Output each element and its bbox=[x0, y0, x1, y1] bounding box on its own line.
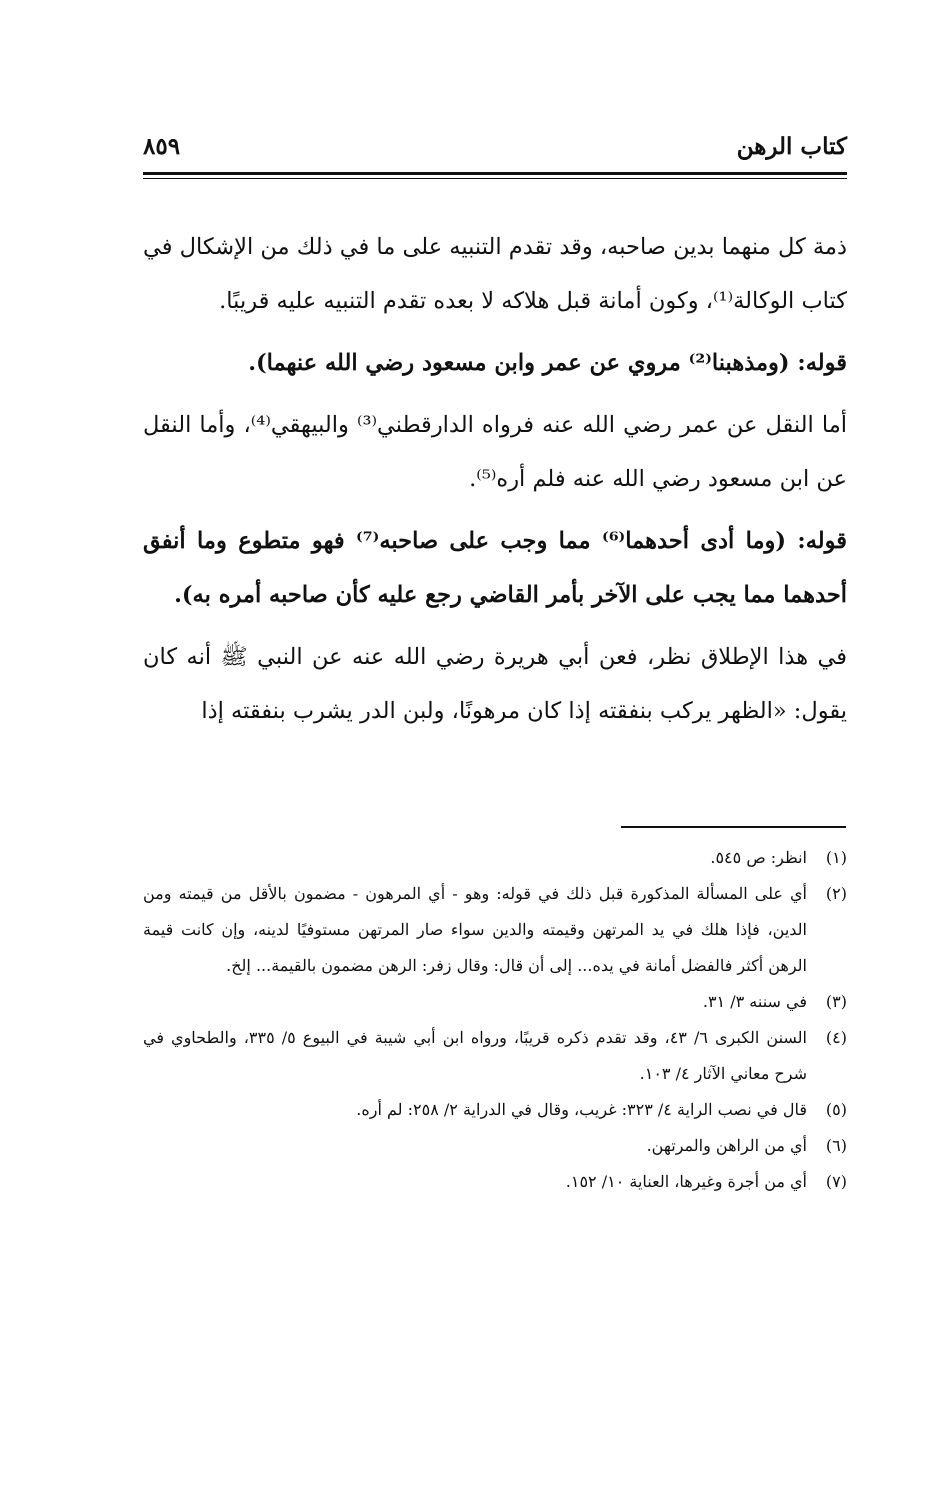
footnote-number: (٣) bbox=[825, 992, 847, 1011]
footnote-text: أي على المسألة المذكورة قبل ذلك في قوله: وهو - أي المرهون - مضمون بالأقل من قيمته ومن الدين، فإذا هلك في يد المرتهن وقيمته والدين سواء صار المرتهن مستوفيًا لدينه، وإن كانت قيمة الرهن أكثر فالفضل أمانة في يده... إلى أن قال: وقال زفر: الرهن مضمون بالقيمة... إلخ. bbox=[143, 884, 807, 975]
quoted-statement: قوله: (وما أدى أحدهما⁽⁶⁾ مما وجب على صاحبه⁽⁷⁾ فهو متطوع وما أنفق أحدهما مما يجب على الآخر بأمر القاضي رجع عليه كأن صاحبه أمره به). bbox=[143, 528, 847, 608]
page-header bbox=[143, 133, 847, 173]
footnote-text: في سننه ٣/ ٣١. bbox=[702, 992, 807, 1011]
paragraph: ذمة كل منهما بدين صاحبه، وقد تقدم التنبيه على ما في ذلك من الإشكال في كتاب الوكالة⁽¹⁾، وكون أمانة قبل هلاكه لا بعده تقدم التنبيه عليه قريبًا. bbox=[143, 234, 847, 314]
page-number: ٨٥٩ bbox=[143, 133, 181, 160]
footnote-item bbox=[143, 1092, 847, 1128]
header-rule-thick bbox=[143, 172, 847, 175]
footnote-text: انظر: ص ٥٤٥. bbox=[710, 848, 807, 867]
header-rule-thin bbox=[143, 178, 847, 179]
footnote-number: (٥) bbox=[825, 1100, 847, 1119]
footnote-text: السنن الكبرى ٦/ ٤٣، وقد تقدم ذكره قريبًا، ورواه ابن أبي شيبة في البيوع ٥/ ٣٣٥، والطحاوي في شرح معاني الآثار ٤/ ١٠٣. bbox=[143, 1028, 807, 1083]
footnote-number: (٢) bbox=[825, 884, 847, 903]
footnotes bbox=[143, 840, 847, 1200]
footnote-item bbox=[143, 840, 847, 876]
footnote-number: (١) bbox=[825, 848, 847, 867]
footnote-item bbox=[143, 984, 847, 1020]
footnote-text: أي من أجرة وغيرها، العناية ١٠/ ١٥٢. bbox=[565, 1172, 807, 1191]
footnote-item bbox=[143, 1164, 847, 1200]
footnote-number: (٤) bbox=[825, 1028, 847, 1047]
main-text bbox=[143, 220, 847, 746]
quoted-statement: قوله: (ومذهبنا⁽²⁾ مروي عن عمر وابن مسعود رضي الله عنهما). bbox=[248, 350, 847, 376]
footnote-item bbox=[143, 1128, 847, 1164]
footnote-text: أي من الراهن والمرتهن. bbox=[646, 1136, 807, 1155]
footnote-number: (٧) bbox=[825, 1172, 847, 1191]
paragraph: أما النقل عن عمر رضي الله عنه فرواه الدارقطني⁽³⁾ والبيهقي⁽⁴⁾، وأما النقل عن ابن مسعود رضي الله عنه فلم أره⁽⁵⁾. bbox=[143, 412, 848, 492]
footnote-item bbox=[143, 1020, 847, 1092]
footnote-separator bbox=[621, 826, 846, 828]
footnote-item bbox=[143, 876, 847, 984]
paragraph: في هذا الإطلاق نظر، فعن أبي هريرة رضي الله عنه عن النبي ﷺ أنه كان يقول: «الظهر يركب بنفقته إذا كان مرهونًا، ولبن الدر يشرب بنفقته إذا bbox=[143, 644, 847, 724]
running-title: كتاب الرهن bbox=[736, 133, 847, 160]
footnote-text: قال في نصب الراية ٤/ ٣٢٣: غريب، وقال في الدراية ٢/ ٢٥٨: لم أره. bbox=[356, 1100, 807, 1119]
footnote-number: (٦) bbox=[825, 1136, 847, 1155]
